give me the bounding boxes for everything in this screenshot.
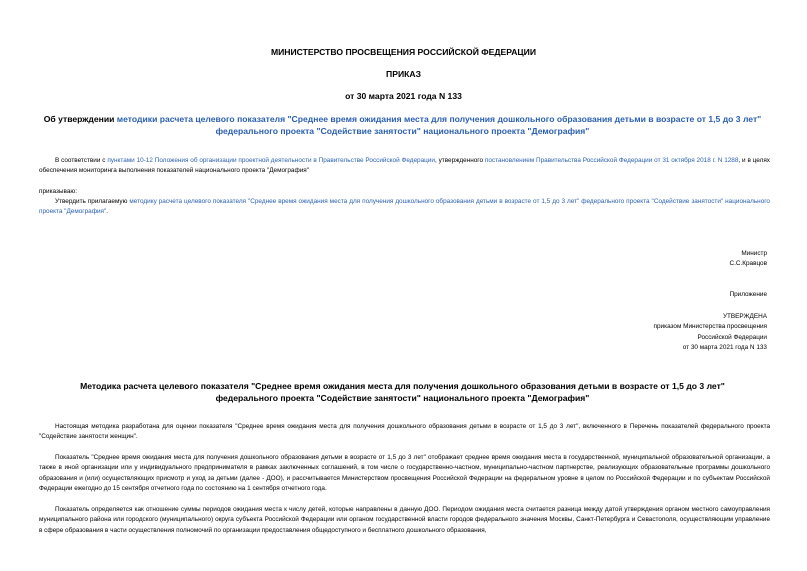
approve-paragraph <box>39 197 770 218</box>
approved-by-line3: от 30 марта 2021 года N 133 <box>682 344 767 351</box>
preamble-text-start: В соответствии с <box>55 157 108 164</box>
order-title <box>30 114 775 137</box>
methodology-title-line2: федерального проекта "Содействие занятости" национального проекта "Демография" <box>215 393 590 403</box>
methodology-title-line1: Методика расчета целевого показателя "Среднее время ожидания места для получения дошкольного образования детьми в возрасте от 1,5 до 3 лет" <box>80 381 725 391</box>
signature-position: Министр <box>741 250 767 257</box>
methodology-link[interactable]: методику расчета целевого показателя "Среднее время ожидания места для получения дошкольного образования детьми в возрасте от 1,5 до 3 лет" федерального проекта "Содействие занятости" национального проекта "Демография" <box>39 198 770 216</box>
doc-type-heading: ПРИКАЗ <box>386 69 421 79</box>
preamble-text-end: , и в целях обеспечения мониторинга выполнения показателей национального проекта "Демография" <box>39 157 770 175</box>
approved-by-line1: приказом Министерства просвещения <box>653 323 767 330</box>
preamble-text-mid: , утвержденного <box>434 157 485 164</box>
approve-text-start: Утвердить прилагаемую <box>55 198 130 205</box>
regulation-link[interactable]: пунктами 10-12 Положения об организации проектной деятельности в Правительстве Российской Федерации <box>107 157 435 164</box>
decree-link[interactable]: постановлением Правительства Российской Федерации от 31 октября 2018 г. N 1288 <box>484 157 739 164</box>
order-date-number: от 30 марта 2021 года N 133 <box>345 91 462 101</box>
approved-label: УТВЕРЖДЕНА <box>722 313 767 320</box>
methodology-paragraph-3: Показатель определяется как отношение суммы периодов ожидания места к числу детей, которые направлены в данную ДОО. Периодом ожидания места считается разница между датой утверждения органом местного самоуправления муниципального района или городского (муниципального) округа субъекта Российской Федерации или органом государственной власти городов федерального значения Москвы, Санкт-Петербурга и Севастополя, осуществляющим управление в сфере образования в части осуществления полномочий по организации предоставления общедоступного и бесплатного дошкольного образования, <box>39 506 770 534</box>
order-title-link[interactable]: методики расчета целевого показателя "Среднее время ожидания места для получения дошкольного образования детьми в возрасте от 1,5 до 3 лет" федерального проекта "Содействие занятости" национального проекта "Демография" <box>116 114 762 136</box>
order-title-prefix: Об утверждении <box>43 114 117 124</box>
ministry-heading: МИНИСТЕРСТВО ПРОСВЕЩЕНИЯ РОССИЙСКОЙ ФЕДЕРАЦИИ <box>270 47 537 57</box>
methodology-paragraph-2: Показатель "Среднее время ожидания места для получения дошкольного образования детьми в возрасте от 1,5 до 3 лет" отображает среднее время ожидания места в государственной, муниципальной образовательной организации, а также в иной организации или у индивидуального предпринимателя в рамках заключенных соглашений, в том числе о государственно-частном, муниципально-частном партнерстве, реализующих образовательные программы дошкольного образования и (или) осуществляющих присмотр и уход за детьми (далее - ДОО), и рассчитывается Министерством просвещения Российской Федерации на федеральном уровне в целом по Российской Федерации и по субъектам Российской Федерации ежегодно до 15 сентября отчетного года по состоянию на 1 сентября отчетного года. <box>39 454 770 493</box>
appendix-label: Приложение <box>729 291 767 298</box>
signature-name: С.С.Кравцов <box>729 260 767 267</box>
approved-by-line2: Российской Федерации <box>697 334 767 341</box>
approve-text-end: . <box>106 208 109 216</box>
methodology-title <box>30 380 775 404</box>
methodology-paragraph-1: Настоящая методика разработана для оценки показателя "Среднее время ожидания места для получения дошкольного образования детьми в возрасте от 1,5 до 3 лет", включенного в Перечень показателей федерального проекта "Содействие занятости женщин". <box>39 423 770 441</box>
preamble-paragraph <box>39 156 770 177</box>
order-word: приказываю: <box>39 188 77 195</box>
